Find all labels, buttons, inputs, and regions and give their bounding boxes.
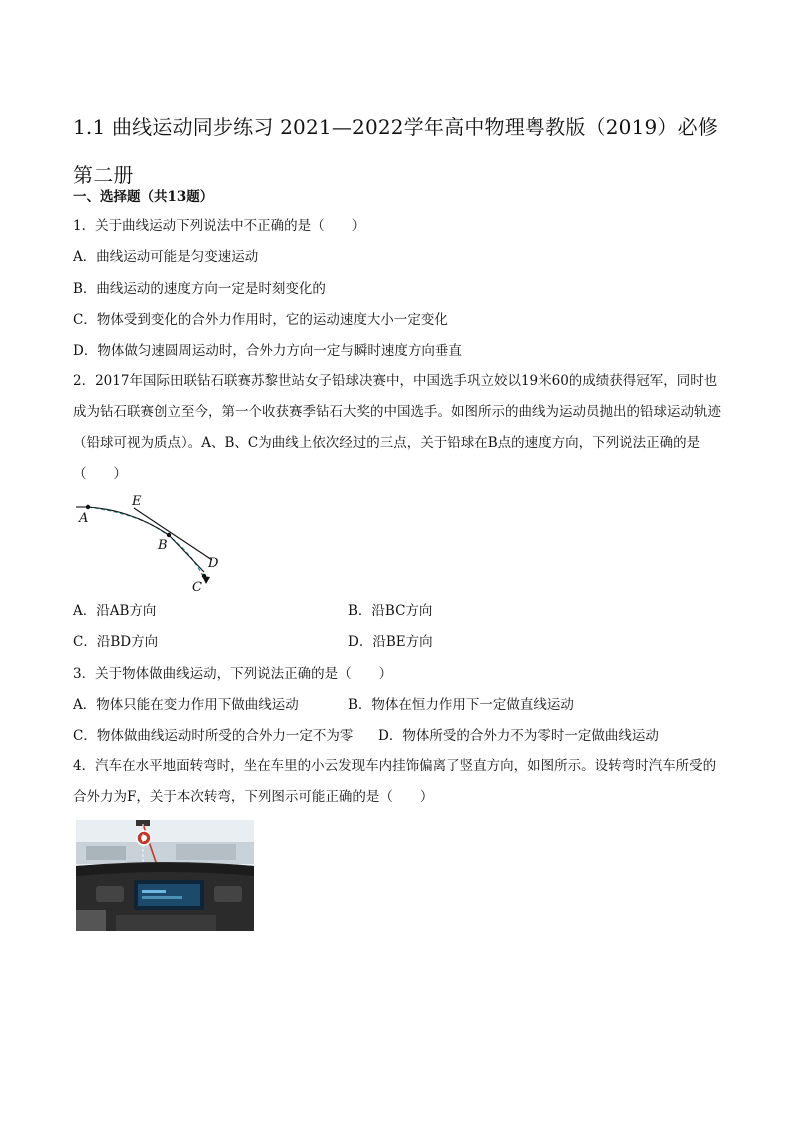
label-d: D	[208, 556, 219, 571]
q4-stem: 4．汽车在水平地面转弯时，坐在车里的小云发现车内挂饰偏离了竖直方向，如图所示。设转弯时汽车所受的合外力为F，关于本次转弯，下列图示可能正确的是（ ）	[73, 758, 717, 805]
q2-option-b[interactable]: B．沿BC方向	[348, 603, 433, 619]
label-b: B	[158, 538, 168, 553]
q3-option-a[interactable]: A．物体只能在变力作用下做曲线运动	[73, 697, 299, 713]
q2-option-a[interactable]: A．沿AB方向	[73, 603, 157, 619]
point-b	[167, 533, 171, 537]
car-interior-photo	[76, 820, 254, 931]
section-heading: 一、选择题（共13题）	[73, 189, 214, 205]
tangent-ed	[134, 508, 212, 560]
q2-option-c[interactable]: C．沿BD方向	[73, 634, 159, 650]
page-title: 1.1 曲线运动同步练习 2021—2022学年高中物理粤教版（2019）必修第二册	[73, 115, 719, 187]
q1-option-a[interactable]: A．曲线运动可能是匀变速运动	[73, 249, 259, 265]
label-a: A	[79, 511, 89, 526]
label-c: C	[192, 580, 202, 594]
q2-stem: 2．2017年国际田联钻石联赛苏黎世站女子铅球决赛中，中国选手巩立姣以19米60的成绩获得冠军，同时也成为钻石联赛创立至今，第一个收获赛季钻石大奖的中国选手。如图所示的曲线为运动员抛出的铅球运动轨迹（铅球可视为质点）。A、B、C为曲线上依次经过的三点，关于铅球在B点的速度方向，下列说法正确的是（ ）	[73, 373, 721, 482]
label-e: E	[132, 494, 142, 509]
q3-option-c[interactable]: C．物体做曲线运动时所受的合外力一定不为零	[73, 728, 354, 744]
q1-option-b[interactable]: B．曲线运动的速度方向一定是时刻变化的	[73, 281, 326, 297]
trajectory-figure	[72, 492, 232, 594]
point-c	[202, 574, 206, 578]
q1-option-d[interactable]: D．物体做匀速圆周运动时，合外力方向一定与瞬时速度方向垂直	[73, 343, 462, 359]
q3-option-b[interactable]: B．物体在恒力作用下一定做直线运动	[348, 697, 574, 713]
q3-option-d[interactable]: D．物体所受的合外力不为零时一定做曲线运动	[378, 728, 659, 744]
q3-stem: 3．关于物体做曲线运动，下列说法正确的是（ ）	[73, 666, 393, 682]
point-a	[86, 505, 90, 509]
q2-option-d[interactable]: D．沿BE方向	[348, 634, 433, 650]
q1-option-c[interactable]: C．物体受到变化的合外力作用时，它的运动速度大小一定变化	[73, 312, 448, 328]
q1-stem: 1．关于曲线运动下列说法中不正确的是（ ）	[73, 218, 366, 234]
chord-ab-bc	[88, 507, 204, 572]
